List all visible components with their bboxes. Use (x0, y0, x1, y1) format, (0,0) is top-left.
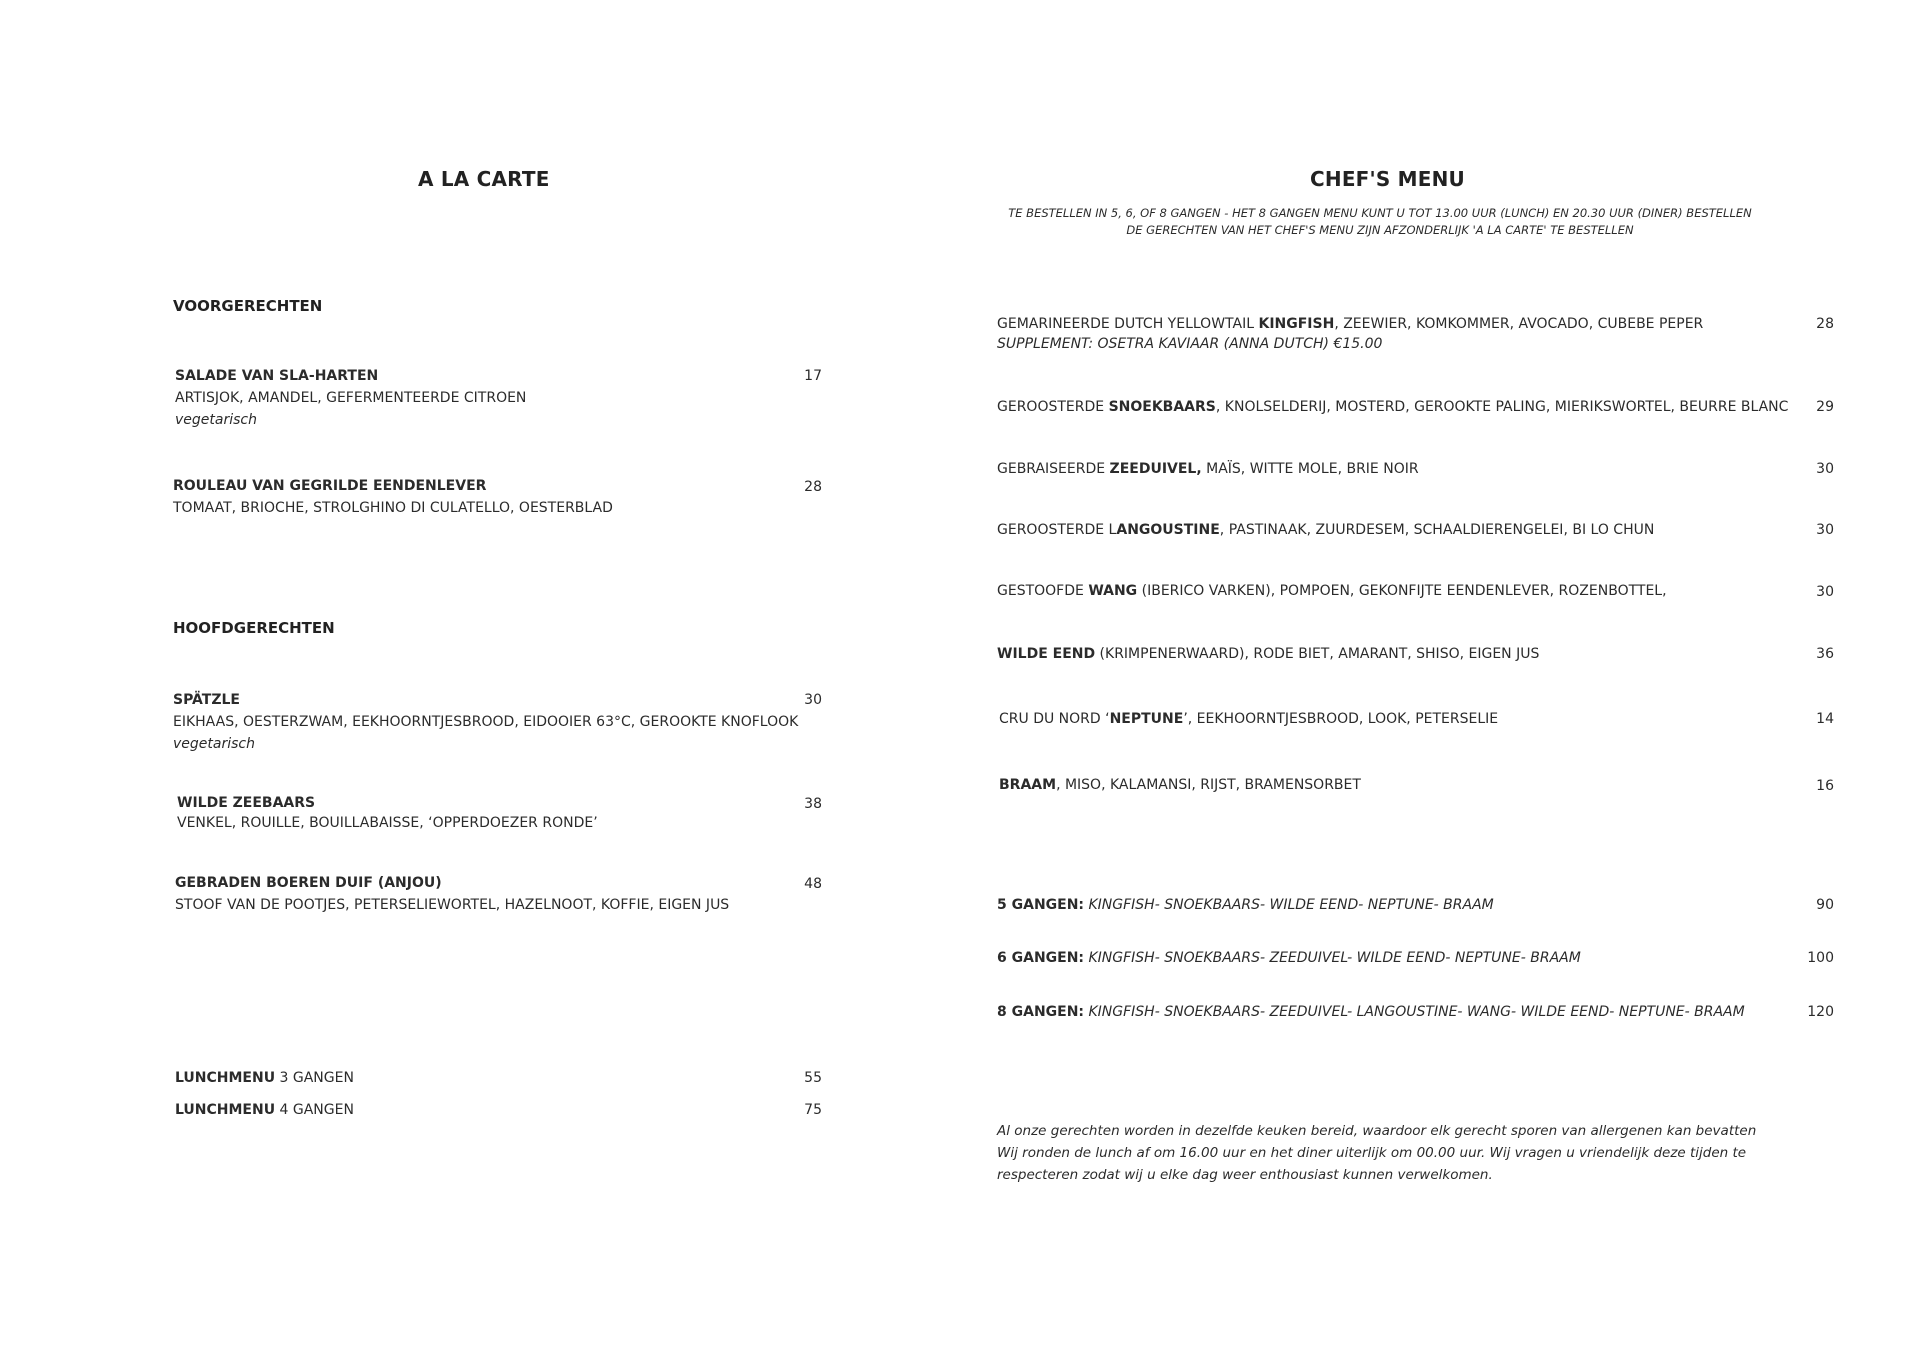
a-la-carte-title: A LA CARTE (418, 167, 550, 191)
dish-highlight: BRAAM (999, 777, 1057, 793)
dish-text: (KRIMPENERWAARD), RODE BIET, AMARANT, SHISO, EIGEN JUS (1095, 646, 1540, 662)
mains-heading: HOOFDGERECHTEN (173, 619, 335, 637)
chefs-menu-title: CHEF'S MENU (1310, 167, 1465, 191)
lunch-menu-courses: 3 GANGEN (275, 1070, 354, 1086)
dish-text: GEMARINEERDE DUTCH YELLOWTAIL (997, 316, 1259, 332)
dish-text: , PASTINAAK, ZUURDESEM, SCHAALDIERENGELEI, BI LO CHUN (1219, 522, 1655, 538)
dish-name: GEBRADEN BOEREN DUIF (ANJOU) (175, 875, 442, 891)
dish-price: 17 (804, 368, 822, 384)
dish-text: CRU DU NORD ‘ (999, 711, 1110, 727)
dish-price: 30 (1816, 522, 1834, 538)
dish-highlight: SNOEKBAARS (1108, 399, 1216, 415)
dish-name: ROULEAU VAN GEGRILDE EENDENLEVER (173, 478, 487, 494)
course-items: KINGFISH- SNOEKBAARS- WILDE EEND- NEPTUNE- BRAAM (1084, 897, 1494, 913)
dish-highlight: WILDE EEND (997, 646, 1096, 662)
chef-dish (997, 580, 1667, 602)
chef-dish (997, 458, 1419, 480)
dish-text: , KNOLSELDERIJ, MOSTERD, GEROOKTE PALING, MIERIKSWORTEL, BEURRE BLANC (1215, 399, 1789, 415)
dish-price: 30 (1816, 461, 1834, 477)
dish-price: 30 (804, 692, 822, 708)
dish-tag: vegetarisch (175, 412, 257, 428)
lunch-menu-3 (175, 1067, 354, 1089)
dish-text: ’, EEKHOORNTJESBROOD, LOOK, PETERSELIE (1183, 711, 1499, 727)
course-price: 100 (1807, 950, 1834, 966)
dish-price: 28 (1816, 316, 1834, 332)
lunch-menu-label: LUNCHMENU (175, 1102, 276, 1118)
dish-highlight: ANGOUSTINE (1116, 522, 1220, 538)
course-menu-8 (997, 1001, 1745, 1023)
dish-price: 48 (804, 876, 822, 892)
dish-text: MAÏS, WITTE MOLE, BRIE NOIR (1201, 461, 1419, 477)
dish-highlight: WANG (1088, 583, 1138, 599)
dish-text: GEBRAISEERDE (997, 461, 1110, 477)
starters-heading: VOORGERECHTEN (173, 297, 323, 315)
dish-text: GESTOOFDE (997, 583, 1089, 599)
course-menu-6 (997, 947, 1581, 969)
dish-price: 30 (1816, 584, 1834, 600)
chef-dish (997, 643, 1539, 665)
lunch-menu-label: LUNCHMENU (175, 1070, 276, 1086)
dish-price: 16 (1816, 778, 1834, 794)
dish-tag: vegetarisch (173, 736, 255, 752)
dish-highlight: NEPTUNE (1109, 711, 1184, 727)
dish-name: SPÄTZLE (173, 692, 240, 708)
dish-text: GEROOSTERDE L (997, 522, 1117, 538)
chefs-menu-subtitle-2: DE GERECHTEN VAN HET CHEF'S MENU ZIJN AFZONDERLIJK 'A LA CARTE' TE BESTELLEN (1126, 223, 1634, 237)
dish-price: 36 (1816, 646, 1834, 662)
dish-price: 29 (1816, 399, 1834, 415)
course-price: 90 (1816, 897, 1834, 913)
lunch-price: 55 (804, 1070, 822, 1086)
opening-times-note: Wij ronden de lunch af om 16.00 uur en het diner uiterlijk om 00.00 uur. Wij vragen u vriendelijk deze tijden te (997, 1145, 1747, 1161)
dish-description: STOOF VAN DE POOTJES, PETERSELIEWORTEL, HAZELNOOT, KOFFIE, EIGEN JUS (175, 897, 730, 913)
dish-highlight: ZEEDUIVEL, (1109, 461, 1202, 477)
course-label: 6 GANGEN: (997, 950, 1085, 966)
allergen-note: Al onze gerechten worden in dezelfde keuken bereid, waardoor elk gerecht sporen van allergenen kan bevatten (997, 1123, 1757, 1139)
dish-price: 14 (1816, 711, 1834, 727)
chefs-menu-subtitle-1: TE BESTELLEN IN 5, 6, OF 8 GANGEN - HET 8 GANGEN MENU KUNT U TOT 13.00 UUR (LUNCH) EN 20.30 UUR (DINER) BESTELLEN (1008, 206, 1752, 220)
course-items: KINGFISH- SNOEKBAARS- ZEEDUIVEL- LANGOUSTINE- WANG- WILDE EEND- NEPTUNE- BRAAM (1084, 1004, 1745, 1020)
lunch-menu-4 (175, 1099, 354, 1121)
dish-name: SALADE VAN SLA-HARTEN (175, 368, 379, 384)
chef-dish (999, 708, 1498, 730)
dish-description: ARTISJOK, AMANDEL, GEFERMENTEERDE CITROEN (175, 390, 527, 406)
dish-price: 28 (804, 479, 822, 495)
course-menu-5 (997, 894, 1494, 916)
course-price: 120 (1807, 1004, 1834, 1020)
dish-description: VENKEL, ROUILLE, BOUILLABAISSE, ‘OPPERDOEZER RONDE’ (177, 815, 598, 831)
dish-name: WILDE ZEEBAARS (177, 795, 316, 811)
dish-price: 38 (804, 796, 822, 812)
course-label: 8 GANGEN: (997, 1004, 1085, 1020)
dish-description: EIKHAAS, OESTERZWAM, EEKHOORNTJESBROOD, EIDOOIER 63°C, GEROOKTE KNOFLOOK (173, 714, 799, 730)
chef-dish (997, 396, 1788, 418)
dish-text: , ZEEWIER, KOMKOMMER, AVOCADO, CUBEBE PEPER (1334, 316, 1704, 332)
dish-text: GEROOSTERDE (997, 399, 1109, 415)
dish-description: TOMAAT, BRIOCHE, STROLGHINO DI CULATELLO, OESTERBLAD (173, 500, 613, 516)
dish-highlight: KINGFISH (1258, 316, 1335, 332)
dish-text: , MISO, KALAMANSI, RIJST, BRAMENSORBET (1056, 777, 1361, 793)
lunch-menu-courses: 4 GANGEN (275, 1102, 354, 1118)
chef-dish (997, 519, 1654, 541)
dish-supplement: SUPPLEMENT: OSETRA KAVIAAR (ANNA DUTCH) €15.00 (997, 336, 1383, 352)
chef-dish (999, 774, 1361, 796)
dish-text: (IBERICO VARKEN), POMPOEN, GEKONFIJTE EENDENLEVER, ROZENBOTTEL, (1137, 583, 1667, 599)
course-items: KINGFISH- SNOEKBAARS- ZEEDUIVEL- WILDE EEND- NEPTUNE- BRAAM (1084, 950, 1581, 966)
course-label: 5 GANGEN: (997, 897, 1085, 913)
chef-dish (997, 313, 1703, 335)
lunch-price: 75 (804, 1102, 822, 1118)
opening-times-note-cont: respecteren zodat wij u elke dag weer enthousiast kunnen verwelkomen. (997, 1167, 1493, 1183)
